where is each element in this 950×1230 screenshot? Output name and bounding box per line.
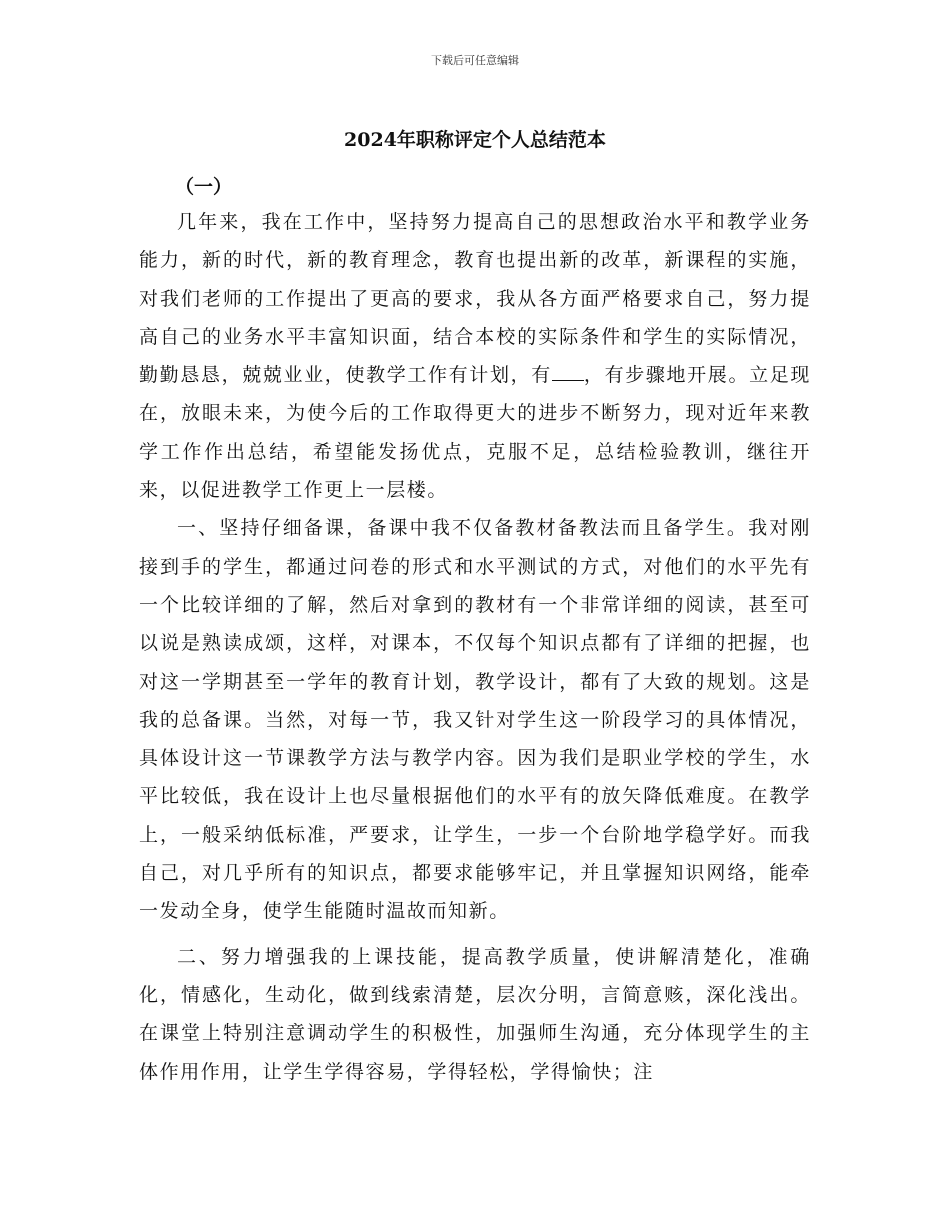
paragraph-intro bbox=[139, 203, 811, 509]
paragraph-intro-text: 几年来，我在工作中，坚持努力提高自己的思想政治水平和教学业务能力，新的时代，新的教育理念，教育也提出新的改革，新课程的实施，对我们老师的工作提出了更高的要求，我从各方面严格要求自己，努力提高自己的业务水平丰富知识面，结合本校的实际条件和学生的实际情况，勤勤恳恳，兢兢业业，使教学工作有计划，有 bbox=[139, 211, 811, 387]
document-body bbox=[139, 203, 811, 1091]
page-header: 下载后可任意编辑 bbox=[431, 54, 519, 67]
paragraph-point-two: 二、努力增强我的上课技能，提高教学质量，使讲解清楚化，准确化，情感化，生动化，做到线索清楚，层次分明，言简意赅，深化浅出。在课堂上特别注意调动学生的积极性，加强师生沟通，充分体现学生的主体作用作用，让学生学得容易，学得轻松，学得愉快；注 bbox=[139, 945, 811, 1083]
fill-in-blank bbox=[552, 366, 584, 381]
document-title: 2024年职称评定个人总结范本 bbox=[344, 129, 606, 151]
paragraph-point-one: 一、坚持仔细备课，备课中我不仅备教材备教法而且备学生。我对刚接到手的学生，都通过问卷的形式和水平测试的方式，对他们的水平先有一个比较详细的了解，然后对拿到的教材有一个非常详细的阅读，甚至可以说是熟读成颂，这样，对课本，不仅每个知识点都有了详细的把握，也对这一学期甚至一学年的教育计划，教学设计，都有了大致的规划。这是我的总备课。当然，对每一节，我又针对学生这一阶段学习的具体情况，具体设计这一节课教学方法与教学内容。因为我们是职业学校的学生，水平比较低，我在设计上也尽量根据他们的水平有的放矢降低难度。在教学上，一般采纳低标准，严要求，让学生，一步一个台阶地学稳学好。而我自己，对几乎所有的知识点，都要求能够牢记，并且掌握知识网络，能牵一发动全身，使学生能随时温故而知新。 bbox=[139, 517, 811, 923]
section-label: （一） bbox=[175, 176, 233, 198]
paragraph-intro-text-continued: ，有步骤地开展。立足现在，放眼未来，为使今后的工作取得更大的进步不断努力，现对近年来教学工作作出总结，希望能发扬优点，克服不足，总结检验教训，继往开来，以促进教学工作更上一层楼。 bbox=[139, 364, 811, 502]
